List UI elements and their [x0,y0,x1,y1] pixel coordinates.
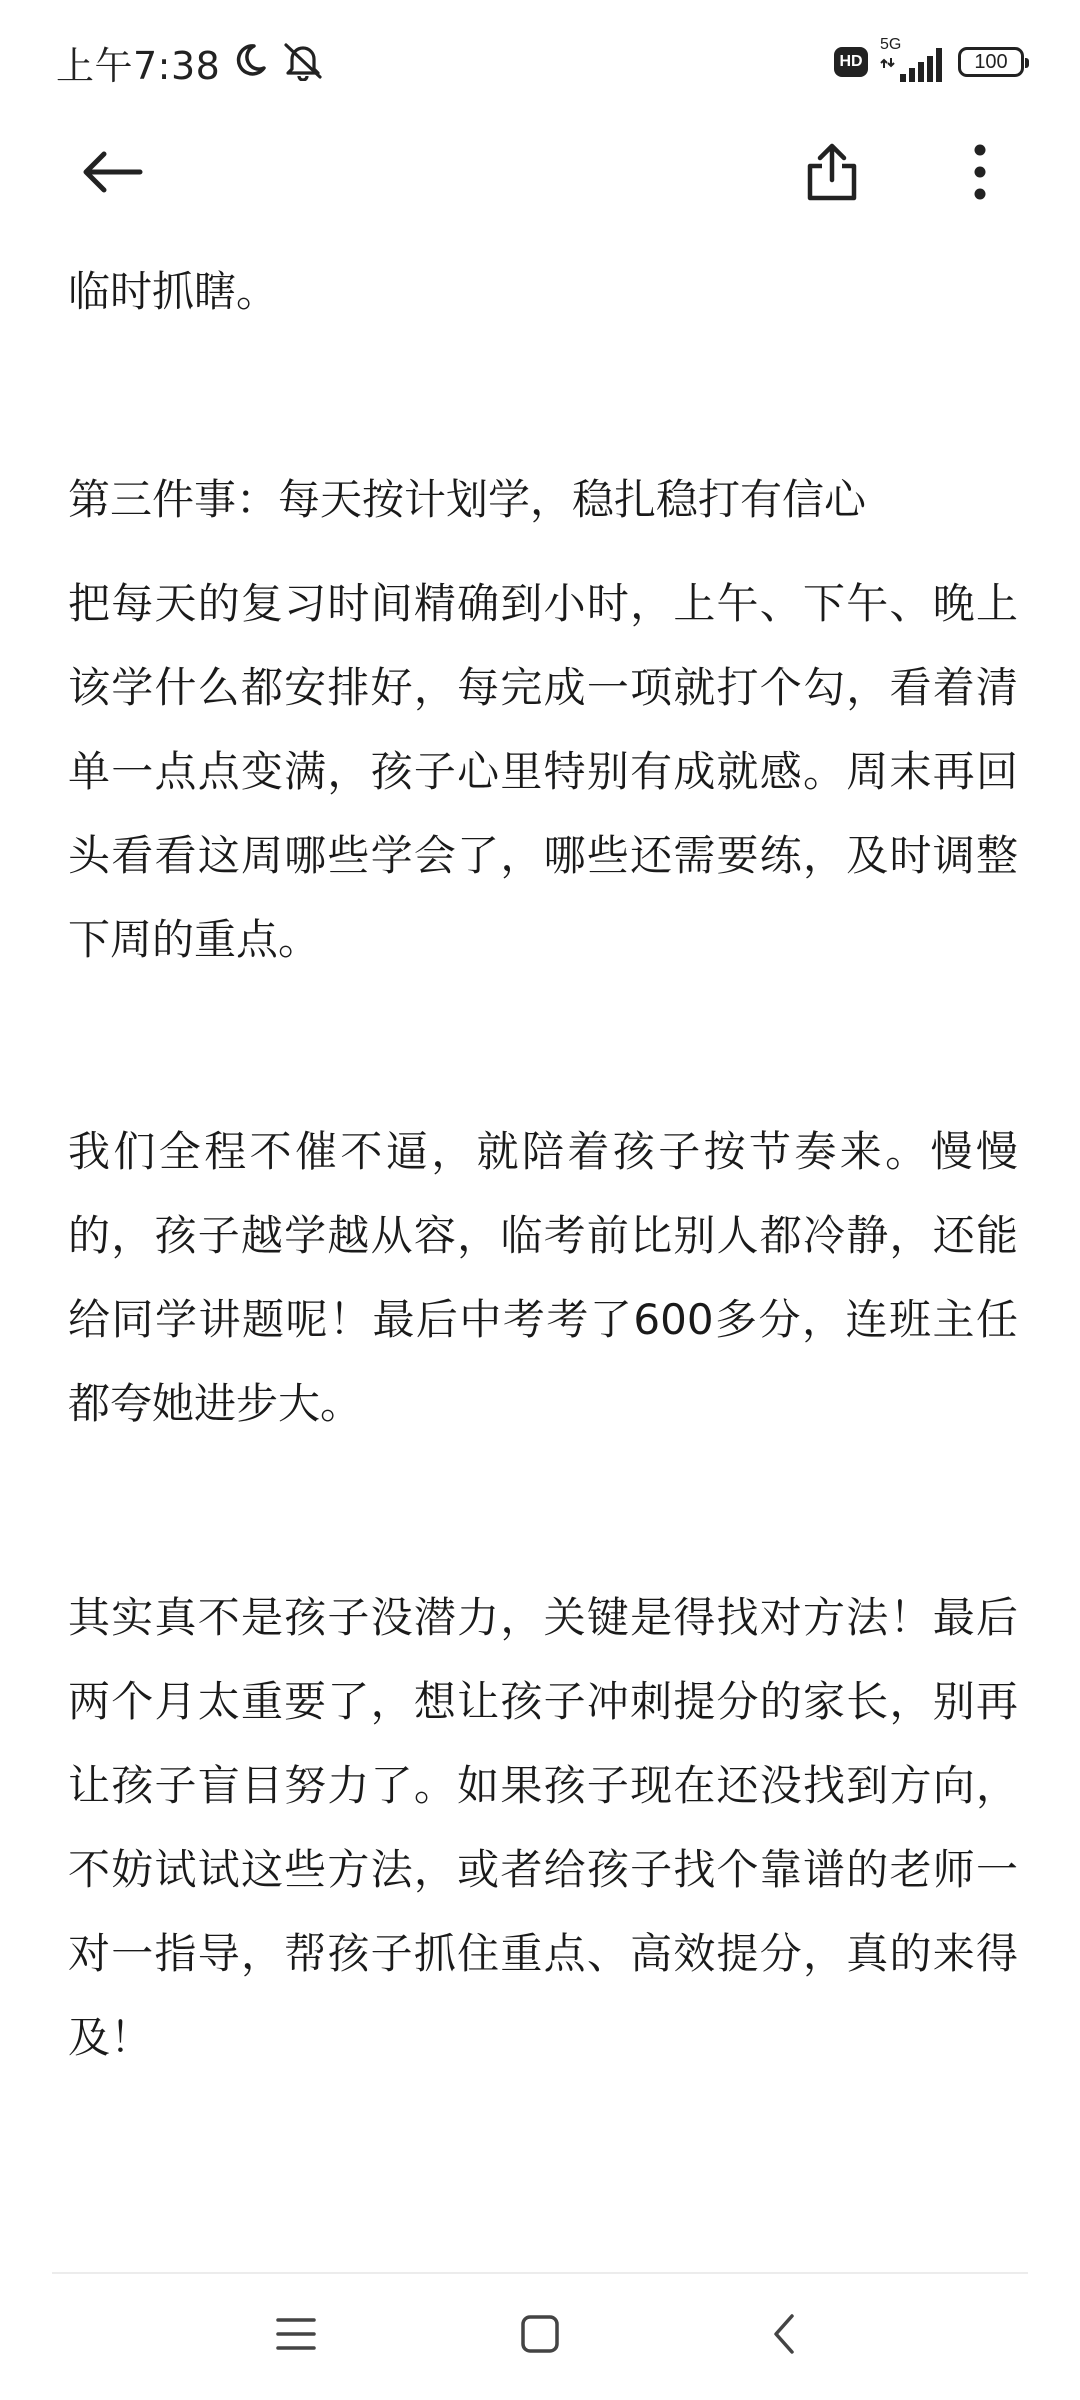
more-options-button[interactable] [936,130,1024,218]
share-button[interactable] [788,130,876,218]
mute-icon [280,39,326,85]
back-button[interactable] [68,130,156,218]
signal-icon [880,36,946,84]
status-left [56,34,326,90]
recent-apps-button[interactable] [256,2296,336,2376]
article-paragraph-1: 临时抓瞎。 [68,267,279,316]
app-bar [0,120,1080,230]
battery-icon [958,47,1024,77]
system-nav-bar [0,2274,1080,2400]
moon-icon [230,40,270,84]
arrow-left-icon [80,146,144,202]
share-icon [804,142,860,206]
back-chevron-icon [770,2312,798,2360]
section-heading: 第三件事：每天按计划学，稳扎稳打有信心 [68,475,867,524]
article-paragraph-2: 把每天的复习时间精确到小时，上午、下午、晚上该学什么都安排好，每完成一项就打个勾，看着清单一点点变满，孩子心里特别有成就感。周末再回头看看这周哪些学会了，哪些还需要练，及时调整下周的重点。 [68,579,1018,964]
status-time: 上午7:38 [56,43,221,88]
more-vertical-icon [970,144,990,204]
battery-level: 100 [974,50,1008,73]
home-square-icon [520,2314,560,2358]
hd-icon: HD [834,47,868,77]
status-right [834,34,1024,90]
menu-icon [276,2316,316,2356]
nav-back-button[interactable] [744,2296,824,2376]
article-paragraph-3: 我们全程不催不逼，就陪着孩子按节奏来。慢慢的，孩子越学越从容，临考前比别人都冷静，还能给同学讲题呢！最后中考考了600多分，连班主任都夸她进步大。 [68,1127,1018,1428]
home-button[interactable] [500,2296,580,2376]
network-type: 5G [880,36,902,53]
status-bar [0,0,1080,120]
article-paragraph-4: 其实真不是孩子没潜力，关键是得找对方法！最后两个月太重要了，想让孩子冲刺提分的家长，别再让孩子盲目努力了。如果孩子现在还没找到方向，不妨试试这些方法，或者给孩子找个靠谱的老师一对一指导，帮孩子抓住重点、高效提分，真的来得及！ [68,1593,1018,2062]
